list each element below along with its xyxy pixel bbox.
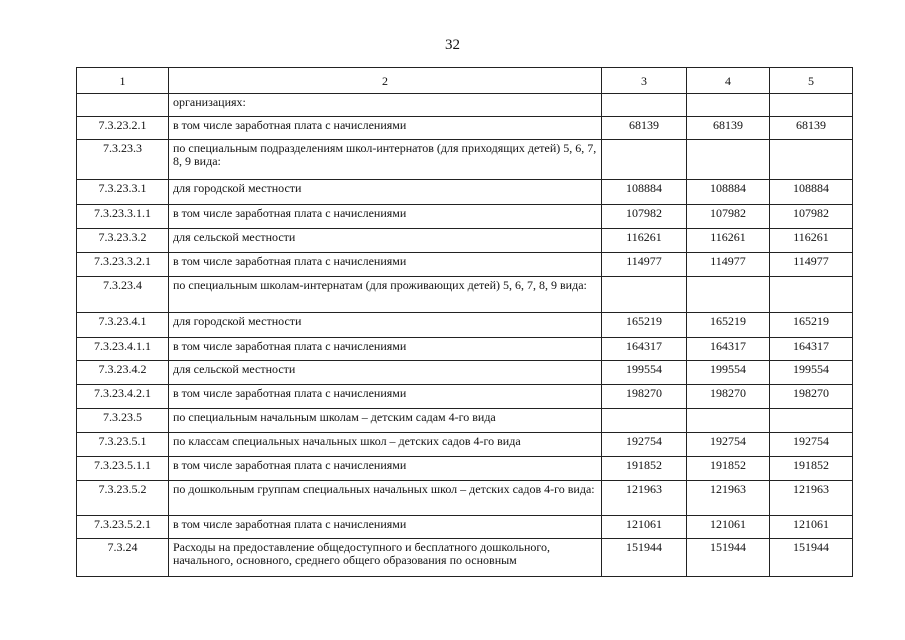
row-value-col5: 68139 (770, 117, 853, 140)
table-row (77, 253, 853, 277)
row-code: 7.3.23.4.2.1 (77, 385, 169, 409)
column-header-2: 2 (169, 68, 602, 94)
row-description: в том числе заработная плата с начислениями (169, 516, 602, 539)
row-description: по специальным школам-интернатам (для проживающих детей) 5, 6, 7, 8, 9 вида: (169, 277, 602, 313)
row-value-col4: 164317 (687, 338, 770, 361)
row-value-col4: 68139 (687, 117, 770, 140)
table-row (77, 338, 853, 361)
row-value-col3: 151944 (602, 539, 687, 577)
row-value-col3 (602, 409, 687, 433)
row-description: для городской местности (169, 180, 602, 205)
row-value-col4: 116261 (687, 229, 770, 253)
row-value-col4: 121061 (687, 516, 770, 539)
row-value-col3: 164317 (602, 338, 687, 361)
row-value-col5: 192754 (770, 433, 853, 457)
row-value-col3: 121061 (602, 516, 687, 539)
row-code: 7.3.23.5 (77, 409, 169, 433)
column-header-5: 5 (770, 68, 853, 94)
row-value-col5: 198270 (770, 385, 853, 409)
row-value-col4: 151944 (687, 539, 770, 577)
table-row (77, 433, 853, 457)
row-code (77, 94, 169, 117)
row-value-col5 (770, 277, 853, 313)
table-row (77, 409, 853, 433)
row-value-col5 (770, 409, 853, 433)
row-description: в том числе заработная плата с начислениями (169, 117, 602, 140)
row-value-col4 (687, 409, 770, 433)
row-value-col4 (687, 94, 770, 117)
row-value-col4: 121963 (687, 481, 770, 516)
row-code: 7.3.23.3.2.1 (77, 253, 169, 277)
row-value-col3 (602, 94, 687, 117)
row-description: по классам специальных начальных школ – детских садов 4-го вида (169, 433, 602, 457)
row-value-col4: 192754 (687, 433, 770, 457)
row-value-col4: 191852 (687, 457, 770, 481)
row-code: 7.3.23.4.1 (77, 313, 169, 338)
row-value-col3: 68139 (602, 117, 687, 140)
row-value-col4: 199554 (687, 361, 770, 385)
row-value-col3: 199554 (602, 361, 687, 385)
row-value-col5: 165219 (770, 313, 853, 338)
row-description: в том числе заработная плата с начислениями (169, 338, 602, 361)
row-description: для сельской местности (169, 229, 602, 253)
row-value-col3: 198270 (602, 385, 687, 409)
row-value-col4 (687, 140, 770, 180)
row-value-col5: 108884 (770, 180, 853, 205)
table-row (77, 229, 853, 253)
row-value-col3 (602, 140, 687, 180)
row-code: 7.3.23.5.1.1 (77, 457, 169, 481)
column-header-4: 4 (687, 68, 770, 94)
row-value-col5: 191852 (770, 457, 853, 481)
row-description: по специальным подразделениям школ-интернатов (для приходящих детей) 5, 6, 7, 8, 9 вида: (169, 140, 602, 180)
row-value-col4: 165219 (687, 313, 770, 338)
row-value-col5 (770, 140, 853, 180)
row-code: 7.3.23.5.1 (77, 433, 169, 457)
table-row (77, 539, 853, 577)
table-row (77, 385, 853, 409)
table-row (77, 180, 853, 205)
row-code: 7.3.23.2.1 (77, 117, 169, 140)
column-header-1: 1 (77, 68, 169, 94)
row-value-col4: 198270 (687, 385, 770, 409)
table-header-row (77, 68, 853, 94)
row-value-col4 (687, 277, 770, 313)
table-row (77, 117, 853, 140)
row-value-col3: 107982 (602, 205, 687, 229)
row-value-col3: 192754 (602, 433, 687, 457)
row-value-col5: 121061 (770, 516, 853, 539)
row-value-col5: 121963 (770, 481, 853, 516)
row-value-col3: 108884 (602, 180, 687, 205)
column-header-3: 3 (602, 68, 687, 94)
table-row (77, 313, 853, 338)
row-description: в том числе заработная плата с начислениями (169, 205, 602, 229)
table-row (77, 481, 853, 516)
row-value-col4: 108884 (687, 180, 770, 205)
row-value-col5 (770, 94, 853, 117)
row-description: для городской местности (169, 313, 602, 338)
table-row (77, 277, 853, 313)
row-value-col3: 165219 (602, 313, 687, 338)
budget-table (76, 67, 853, 577)
table-row (77, 140, 853, 180)
row-code: 7.3.23.4.1.1 (77, 338, 169, 361)
row-code: 7.3.24 (77, 539, 169, 577)
table-row (77, 94, 853, 117)
row-value-col3: 114977 (602, 253, 687, 277)
row-description: организациях: (169, 94, 602, 117)
row-code: 7.3.23.5.2 (77, 481, 169, 516)
row-code: 7.3.23.3 (77, 140, 169, 180)
row-description: для сельской местности (169, 361, 602, 385)
row-code: 7.3.23.5.2.1 (77, 516, 169, 539)
row-value-col5: 114977 (770, 253, 853, 277)
row-code: 7.3.23.4 (77, 277, 169, 313)
row-value-col4: 107982 (687, 205, 770, 229)
page-number: 32 (445, 37, 460, 53)
row-description: по специальным начальным школам – детским садам 4-го вида (169, 409, 602, 433)
row-value-col3: 116261 (602, 229, 687, 253)
row-value-col5: 107982 (770, 205, 853, 229)
row-value-col5: 151944 (770, 539, 853, 577)
row-code: 7.3.23.3.1 (77, 180, 169, 205)
row-code: 7.3.23.3.1.1 (77, 205, 169, 229)
row-value-col3: 121963 (602, 481, 687, 516)
row-value-col5: 116261 (770, 229, 853, 253)
table-row (77, 516, 853, 539)
row-code: 7.3.23.3.2 (77, 229, 169, 253)
table-row (77, 361, 853, 385)
row-description: Расходы на предоставление общедоступного и бесплатного дошкольного, начального, основного, среднего общего образования по основным (169, 539, 602, 577)
row-value-col5: 164317 (770, 338, 853, 361)
table-row (77, 205, 853, 229)
table-row (77, 457, 853, 481)
row-description: в том числе заработная плата с начислениями (169, 253, 602, 277)
row-value-col5: 199554 (770, 361, 853, 385)
row-code: 7.3.23.4.2 (77, 361, 169, 385)
row-value-col3 (602, 277, 687, 313)
row-value-col3: 191852 (602, 457, 687, 481)
row-value-col4: 114977 (687, 253, 770, 277)
row-description: в том числе заработная плата с начислениями (169, 385, 602, 409)
row-description: по дошкольным группам специальных начальных школ – детских садов 4-го вида: (169, 481, 602, 516)
row-description: в том числе заработная плата с начислениями (169, 457, 602, 481)
